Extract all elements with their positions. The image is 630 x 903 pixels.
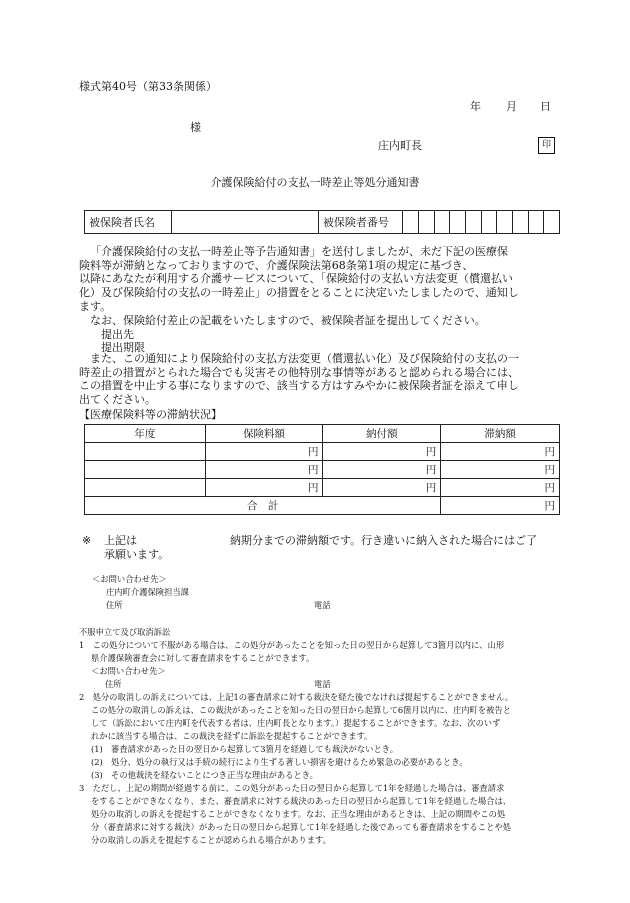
document-title: 介護保険給付の支払一時差止等処分通知書 [210,176,420,189]
text-line: 県介護保険審査会に対して審査請求をすることができます。 [91,653,315,663]
total-label: 合 計 [85,497,441,515]
date-month-label: 月 [506,100,517,113]
insured-name-label: 被保険者氏名 [85,211,172,234]
contact-heading: ＜お問い合わせ先＞ [92,574,167,584]
table-row [85,461,560,479]
insured-number-digit [512,211,528,234]
insured-name-cell [171,211,318,234]
insured-number-digit [481,211,497,234]
form-number: 様式第40号（第33条関係） [79,80,217,93]
col-premium-amount: 保険料額 [205,425,323,443]
note-text-2: 承願います。 [104,548,170,561]
appeal-contact-heading: ＜お問い合わせ先＞ [91,666,166,676]
note-mark: ※ [82,534,92,547]
arrears-cell: 円 [441,443,560,461]
notice-paragraph-3 [79,352,559,407]
text-line: 処分の取消しの訴えを提起することができなくなります。なお、正当な理由があるときは、上記の期間やこの処 [91,809,506,819]
contact-phone-label: 電話 [314,600,331,610]
insured-number-digit [419,211,435,234]
premium-cell: 円 [205,479,323,497]
premium-cell: 円 [205,443,323,461]
insured-number-digit [466,211,482,234]
appeal-section [79,626,513,847]
contact-address-label: 住所 [106,600,123,610]
text-line: 険料等が滞納となっておりますので、介護保険法第68条第1項の規定に基づき、 [79,258,474,272]
text-line: この措置を中止する事になりますので、該当する方はすみやかに被保険者証を添えて申し [79,379,519,393]
arrears-heading: 【医療保険料等の滞納状況】 [79,408,222,421]
appeal-phone-label: 電話 [314,679,331,689]
arrears-cell: 円 [441,479,560,497]
arrears-cell: 円 [441,461,560,479]
table-row [85,479,560,497]
appeal-contact-line [79,678,513,691]
insured-id-table [84,210,560,234]
text-line: 分（審査請求に対する裁決）があった日の翌日から起算して1年を経過した後であっても審査請求をすることや処 [91,822,511,832]
total-row [85,497,560,515]
col-fiscal-year: 年度 [85,425,206,443]
official-seal-mark: 印 [538,137,555,154]
insured-number-digit [403,211,419,234]
appeal-address-label: 住所 [105,679,122,689]
arrears-table [84,424,560,515]
premium-cell: 円 [205,461,323,479]
addressee-suffix: 様 [190,121,201,134]
text-line: 分の取消しの訴えを提起することが認められる場合があります。 [91,835,331,845]
text-line: 2 処分の取消しの訴えについては、上記1の審査請求に対する裁決を経た後でなければ提起することができません。 [79,692,514,702]
paid-cell: 円 [323,461,441,479]
text-line: 化）及び保険給付の支払の一時差止」の措置をとることに決定いたしましたので、通知し [79,286,519,300]
paid-cell: 円 [323,479,441,497]
note-text-b: 納期分までの滞納額です。行き違いに納入された場合にはご了 [230,534,538,547]
text-line: この処分の取消しの訴えは、この裁決があったことを知った日の翌日から起算して6箇月以内に、庄内町を被告と [91,705,512,715]
issuer-name: 庄内町長 [378,139,422,152]
date-day-label: 日 [540,100,551,113]
insured-number-digit [450,211,466,234]
note-text-a: 上記は [104,534,137,547]
insured-number-digit [497,211,513,234]
text-line: (1) 審査請求があった日の翌日から起算して3箇月を経過しても裁決がないとき。 [91,744,399,754]
text-line: また、この通知により保険給付の支払方法変更（償還払い化）及び保険給付の支払の一 [90,352,519,365]
col-arrears-amount: 滞納額 [441,425,560,443]
appeal-heading: 不服申立て及び取消訴訟 [79,627,171,637]
text-line: 以降にあなたが利用する介護サービスについて、「保険給付の支払い方法変更（償還払い [79,272,514,286]
fiscal-year-cell [85,443,206,461]
insured-number-digit [434,211,450,234]
date-year-label: 年 [470,100,481,113]
total-arrears-cell: 円 [441,497,560,515]
text-line: 3 ただし、上記の期間が経過する前に、この処分があった日の翌日から起算して1年を経過した場合は、審査請求 [79,783,505,793]
text-line: して（訴訟において庄内町を代表する者は、庄内町長となります。）提起することができます。なお、次のいず [91,718,501,728]
text-line: (2) 処分、処分の執行又は手続の続行により生ずる著しい損害を避けるため緊急の必要があるとき。 [91,757,468,767]
text-line: れかに該当する場合は、この裁決を経ずに訴訟を提起することができます。 [91,731,373,741]
notice-paragraph-1 [79,245,559,314]
insured-number-label: 被保険者番号 [318,211,403,234]
text-line: (3) その他裁決を経ないことにつき正当な理由があるとき。 [91,770,318,780]
text-line: 時差止の措置がとられた場合でも災害その他特別な事情等があると認められる場合には、 [79,365,519,379]
fiscal-year-cell [85,479,206,497]
insured-number-digit [528,211,544,234]
paid-cell: 円 [323,443,441,461]
fiscal-year-cell [85,461,206,479]
text-line: をすることができなくなり、また、審査請求に対する裁決のあった日の翌日から起算して1年を経過した場合は、 [91,796,512,806]
insured-number-digit [544,211,560,234]
text-line: 「介護保険給付の支払一時差止等予告通知書」を送付しましたが、未だ下記の医療保 [90,245,508,258]
text-line: 出てください。 [79,393,156,407]
submit-deadline-label: 提出期限 [101,341,145,355]
contact-department: 庄内町介護保険担当課 [106,587,189,597]
table-row [85,443,560,461]
col-paid-amount: 納付額 [323,425,441,443]
notice-paragraph-2 [79,314,559,355]
text-line: なお、保険給付差止の記載をいたしますので、被保険者証を提出してください。 [90,314,486,327]
text-line: ます。 [79,299,112,313]
submit-to-label: 提出先 [101,327,134,341]
text-line: 1 この処分について不服がある場合は、この処分があったことを知った日の翌日から起算して3箇月以内に、山形 [79,640,505,650]
